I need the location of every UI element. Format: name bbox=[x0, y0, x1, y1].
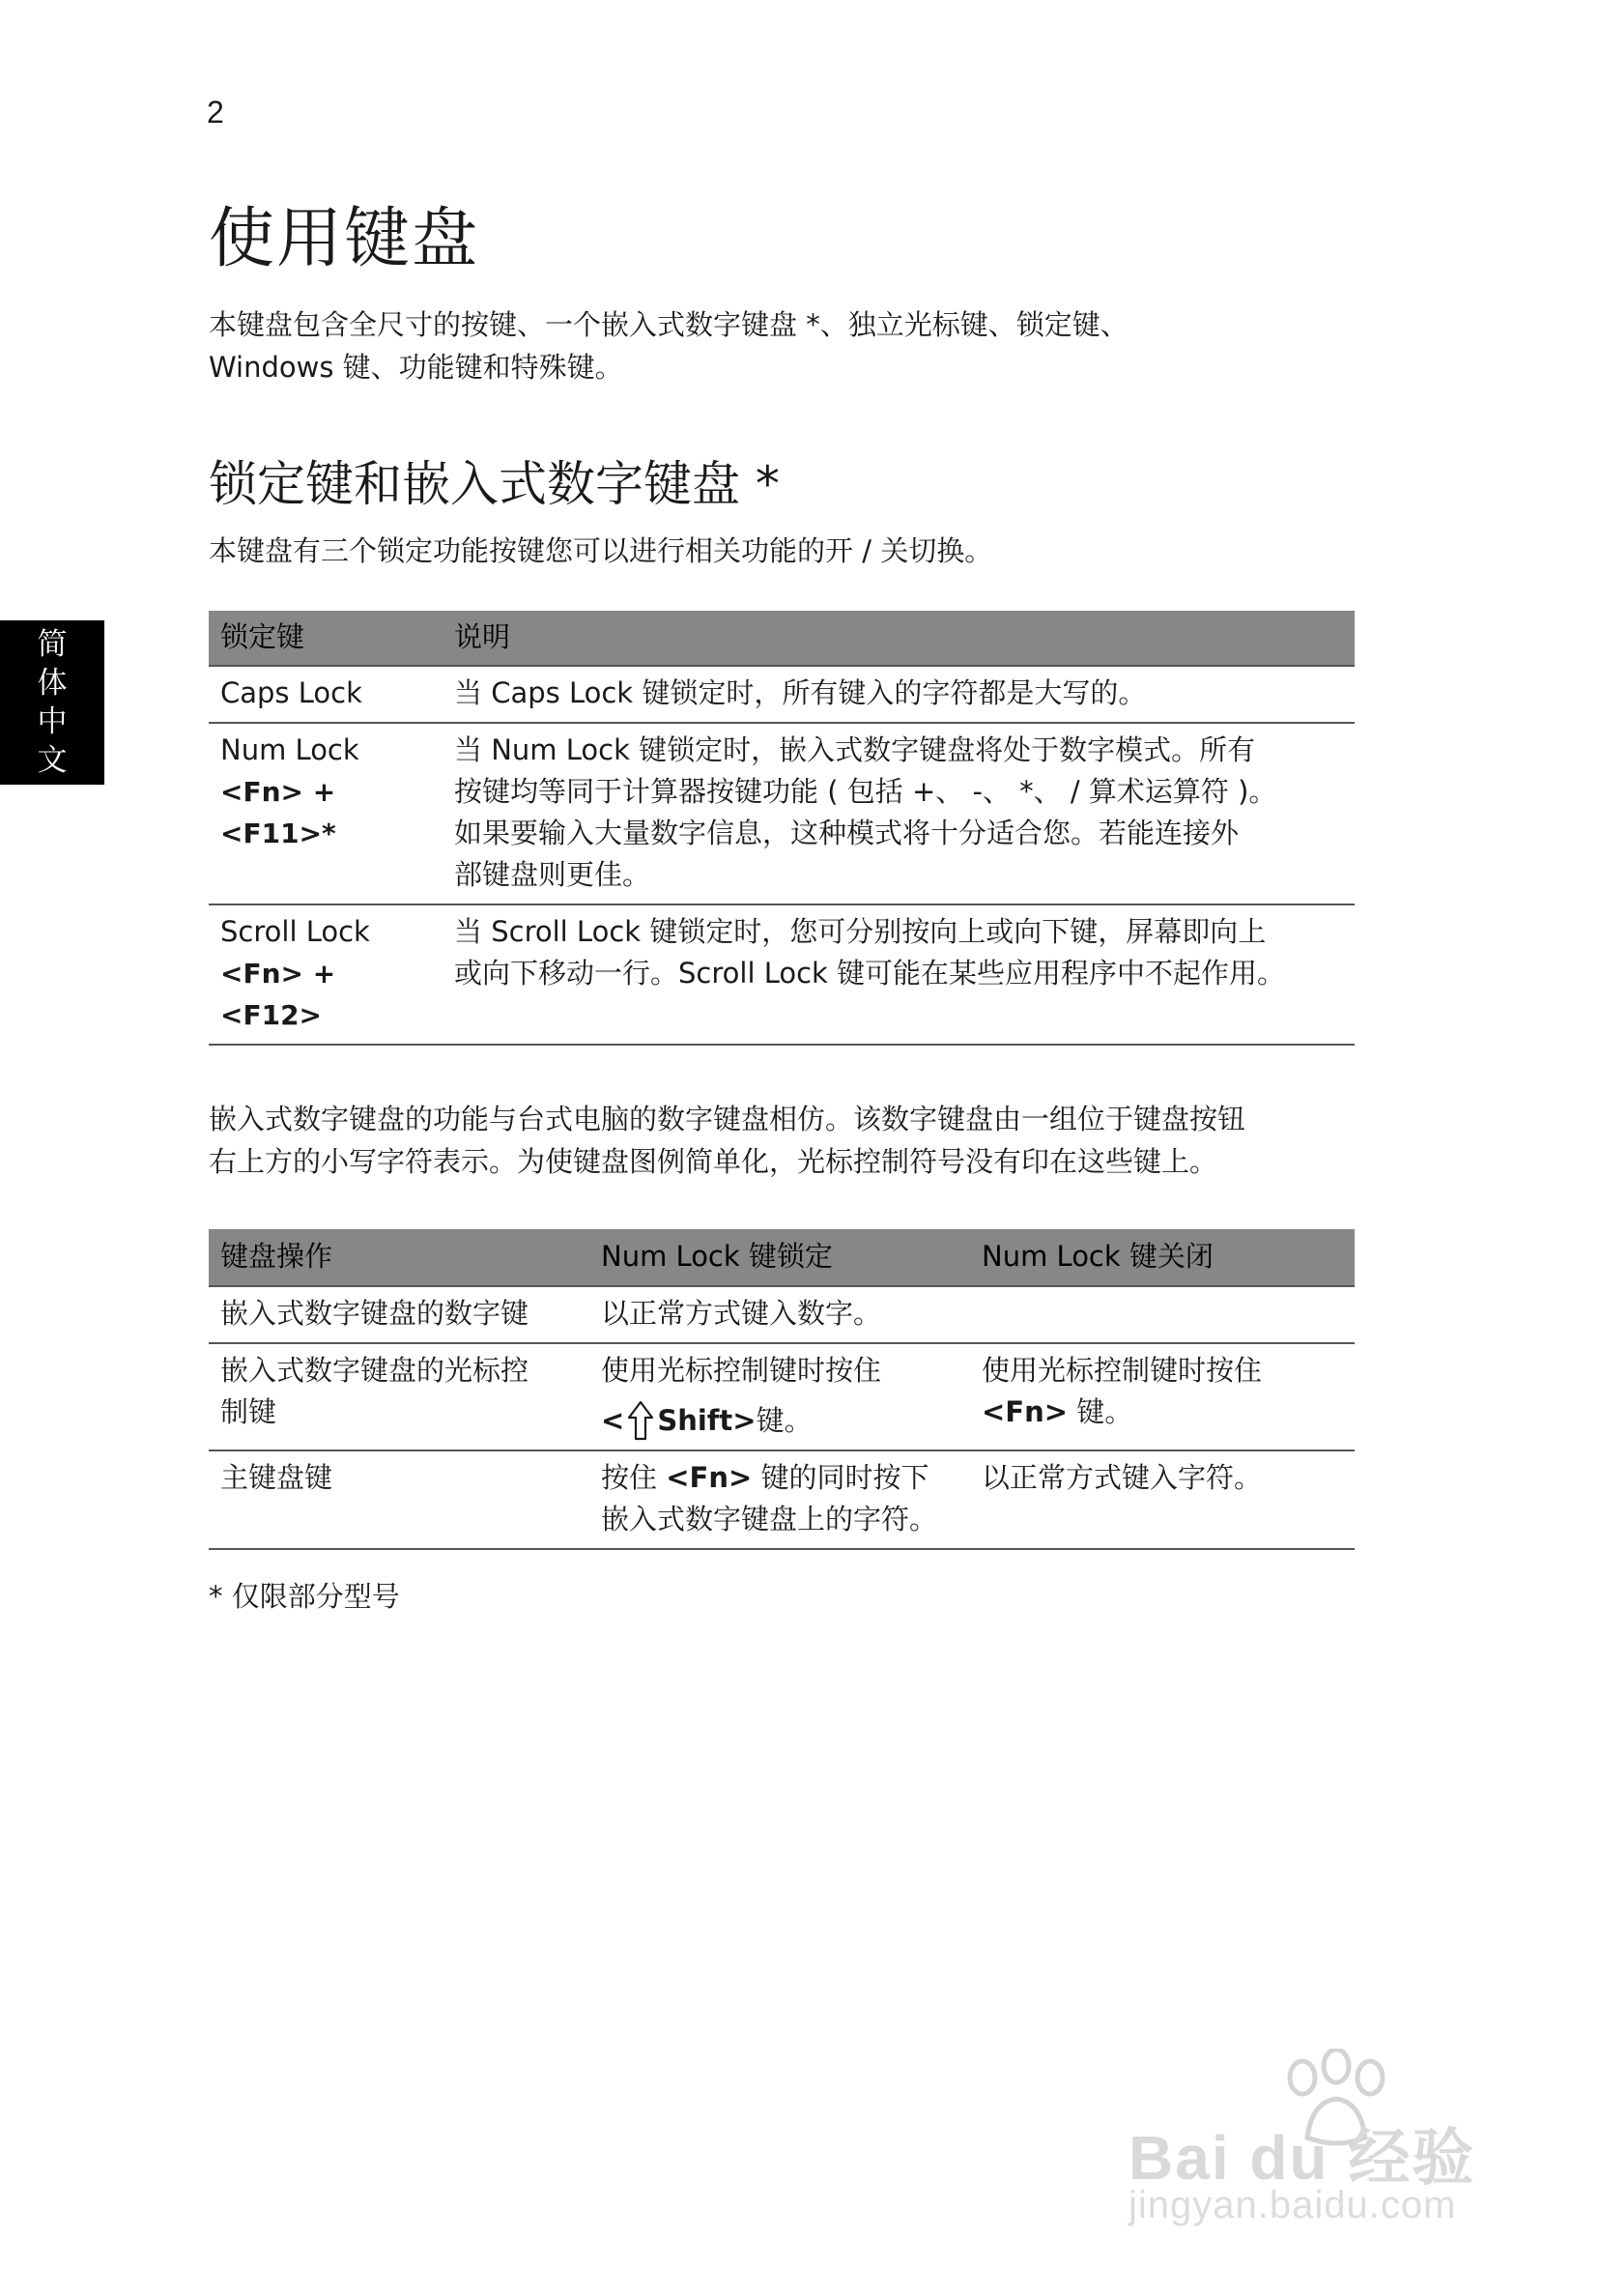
op-line: 嵌入式数字键盘的光标控 bbox=[220, 1354, 529, 1387]
page-number: 2 bbox=[207, 95, 224, 129]
side-tab-char: 文 bbox=[37, 743, 68, 778]
numlock-on-cell bbox=[589, 1343, 970, 1450]
footnote: * 仅限部分型号 bbox=[209, 1580, 400, 1613]
numlock-on-cell bbox=[589, 1450, 970, 1549]
lock-key-name: Num Lock bbox=[220, 733, 359, 766]
op-line: 制键 bbox=[220, 1395, 277, 1428]
intro-line: 本键盘包含全尺寸的按键、一个嵌入式数字键盘 *、独立光标键、锁定键、 bbox=[209, 308, 1129, 341]
fn-key-label: <Fn> bbox=[666, 1461, 753, 1494]
side-tab-char: 体 bbox=[37, 666, 68, 701]
lock-keys-heading: 锁定键和嵌入式数字键盘 * bbox=[209, 456, 780, 512]
lock-key-shortcut: <Fn> + <F12> bbox=[220, 958, 336, 1031]
on-line: 嵌入式数字键盘上的字符。 bbox=[601, 1503, 938, 1535]
desc-line: 部键盘则更佳。 bbox=[454, 858, 651, 891]
column-header: 键盘操作 bbox=[209, 1229, 589, 1286]
intro-line: Windows 键、功能键和特殊键。 bbox=[209, 351, 623, 384]
table-row bbox=[209, 904, 1355, 1045]
desc-line: 当 Caps Lock 键锁定时，所有键入的字符都是大写的。 bbox=[454, 676, 1147, 709]
on-text: 按住 bbox=[601, 1461, 667, 1494]
table-row bbox=[209, 1450, 1355, 1549]
intro-paragraph bbox=[209, 303, 1355, 388]
fn-key-label: <Fn> bbox=[982, 1395, 1069, 1428]
lock-key-name: Caps Lock bbox=[220, 676, 362, 709]
column-header: 说明 bbox=[443, 611, 1355, 666]
side-tab-char: 中 bbox=[37, 704, 68, 739]
key-suffix: 键。 bbox=[756, 1403, 813, 1437]
shift-key-label: Shift bbox=[657, 1403, 733, 1437]
side-tab-char: 简 bbox=[37, 627, 68, 662]
desc-line: 当 Scroll Lock 键锁定时，您可分别按向上或向下键，屏幕即向上 bbox=[454, 915, 1267, 948]
lock-key-cell bbox=[209, 723, 443, 904]
numpad-desc-line: 嵌入式数字键盘的功能与台式电脑的数字键盘相仿。该数字键盘由一组位于键盘按钮 bbox=[209, 1103, 1246, 1135]
desc-line: 按键均等同于计算器按键功能 ( 包括 +、 -、 *、 / 算术运算符 )。 bbox=[454, 775, 1277, 808]
lock-desc-cell bbox=[443, 904, 1355, 1045]
numlock-on-cell: 以正常方式键入数字。 bbox=[589, 1286, 970, 1343]
off-line: 使用光标控制键时按住 bbox=[982, 1354, 1263, 1387]
page-title: 使用键盘 bbox=[209, 201, 480, 277]
desc-line: 或向下移动一行。Scroll Lock 键可能在某些应用程序中不起作用。 bbox=[454, 957, 1286, 990]
desc-line: 如果要输入大量数字信息，这种模式将十分适合您。若能连接外 bbox=[454, 817, 1240, 849]
operation-cell: 主键盘键 bbox=[209, 1450, 589, 1549]
numlock-off-cell bbox=[970, 1343, 1355, 1450]
shift-arrow-icon bbox=[626, 1399, 655, 1442]
numlock-off-cell: 以正常方式键入字符。 bbox=[970, 1450, 1355, 1549]
lock-key-cell bbox=[209, 666, 443, 723]
lock-key-shortcut: <Fn> + <F11>* bbox=[220, 776, 336, 849]
column-header: 锁定键 bbox=[209, 611, 443, 666]
lock-desc-cell bbox=[443, 666, 1355, 723]
angle-bracket-close: > bbox=[732, 1403, 757, 1437]
table-row bbox=[209, 1343, 1355, 1450]
lock-key-cell bbox=[209, 904, 443, 1045]
column-header: Num Lock 键关闭 bbox=[970, 1229, 1355, 1286]
baidu-watermark bbox=[1129, 2049, 1534, 2242]
desc-line: 当 Num Lock 键锁定时，嵌入式数字键盘将处于数字模式。所有 bbox=[454, 733, 1256, 766]
numlock-off-cell bbox=[970, 1286, 1355, 1343]
watermark-url: jingyan.baidu.com bbox=[1129, 2184, 1457, 2226]
lock-desc-cell bbox=[443, 723, 1355, 904]
numpad-description bbox=[209, 1098, 1355, 1183]
key-suffix: 键。 bbox=[1068, 1395, 1133, 1428]
lock-keys-table bbox=[209, 611, 1355, 1046]
operation-cell bbox=[209, 1343, 589, 1450]
shift-key-line bbox=[601, 1399, 813, 1442]
numpad-desc-line: 右上方的小写字符表示。为使键盘图例简单化，光标控制符号没有印在这些键上。 bbox=[209, 1145, 1218, 1178]
watermark-main-text: Bai du 经验 bbox=[1129, 2123, 1476, 2193]
lock-keys-description: 本键盘有三个锁定功能按键您可以进行相关功能的开 / 关切换。 bbox=[209, 534, 993, 567]
language-side-tab bbox=[0, 620, 104, 785]
numpad-table bbox=[209, 1229, 1355, 1550]
operation-cell: 嵌入式数字键盘的数字键 bbox=[209, 1286, 589, 1343]
column-header: Num Lock 键锁定 bbox=[589, 1229, 970, 1286]
document-content bbox=[209, 193, 1355, 1618]
angle-bracket-open: < bbox=[601, 1403, 625, 1437]
table-header-row bbox=[209, 1229, 1355, 1286]
table-row bbox=[209, 666, 1355, 723]
table-row bbox=[209, 723, 1355, 904]
on-line: 使用光标控制键时按住 bbox=[601, 1354, 882, 1387]
table-header-row bbox=[209, 611, 1355, 666]
lock-key-name: Scroll Lock bbox=[220, 915, 370, 948]
table-row bbox=[209, 1286, 1355, 1343]
on-text: 键的同时按下 bbox=[752, 1461, 929, 1494]
